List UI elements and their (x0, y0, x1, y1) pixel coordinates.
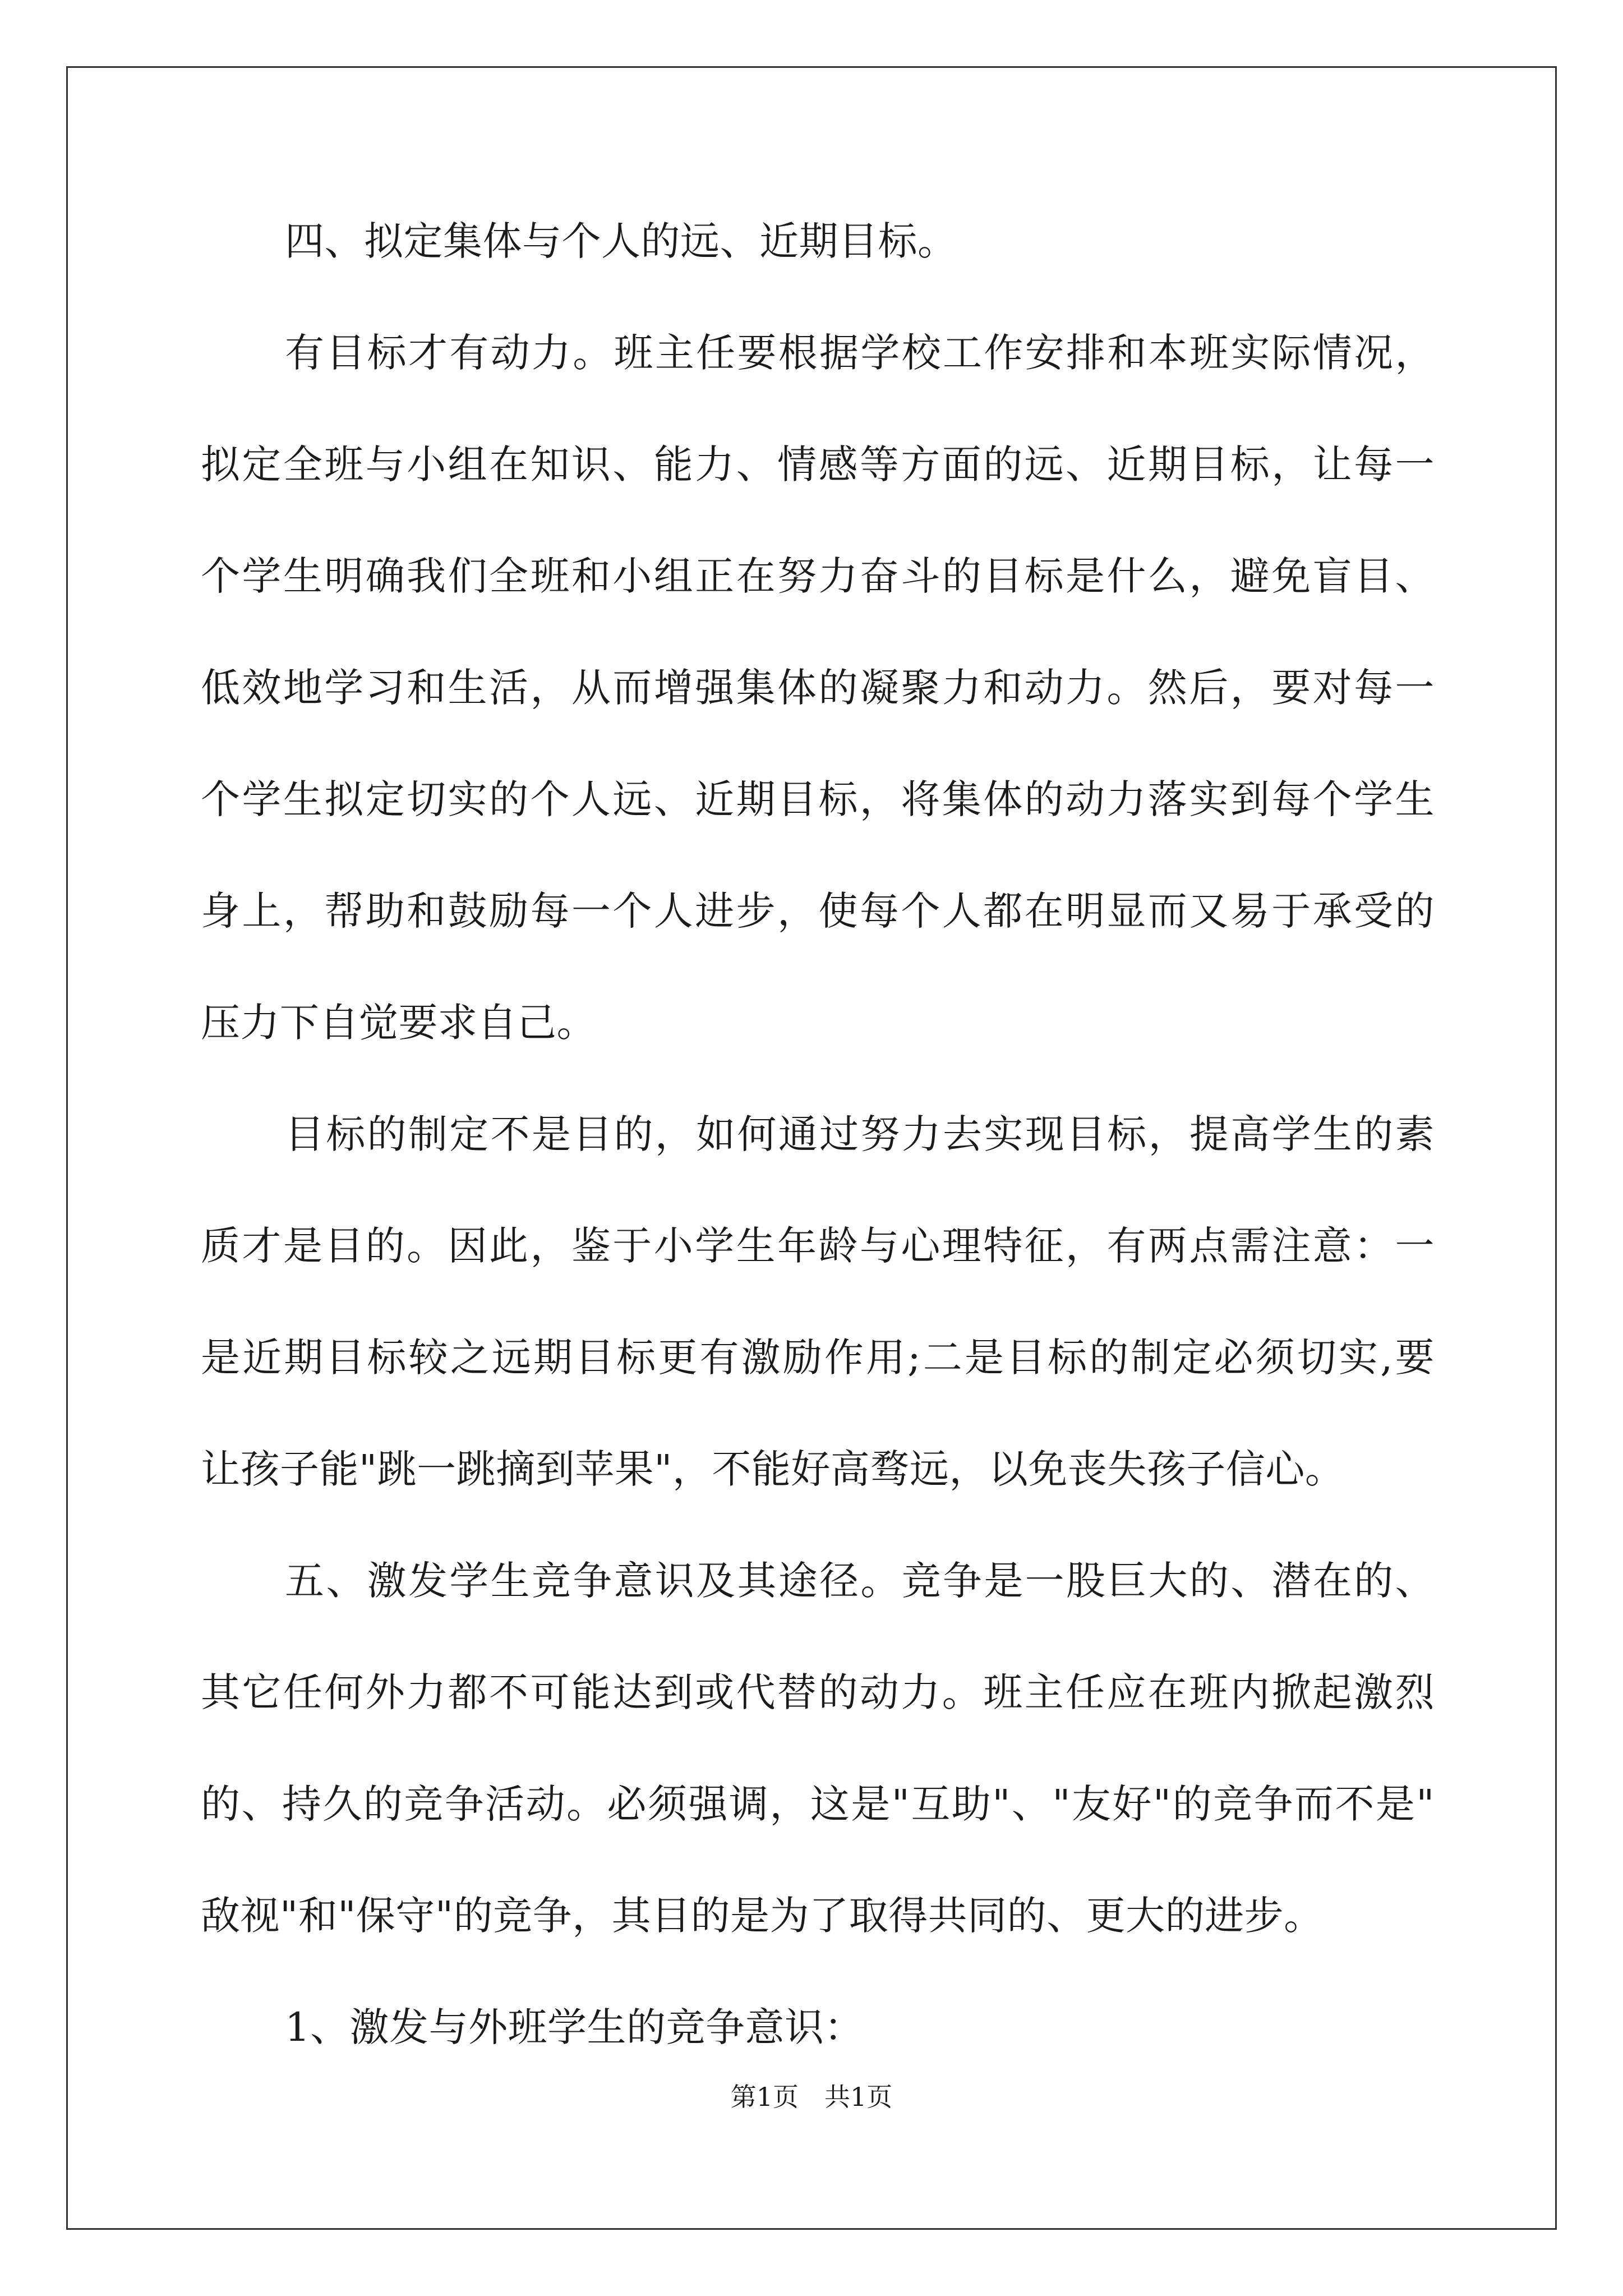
text-line-5: 低效地学习和生活，从而增强集体的凝聚力和动力。然后，要对每一 (201, 665, 1435, 711)
text-line-4: 个学生明确我们全班和小组正在努力奋斗的目标是什么，避免盲目、 (201, 553, 1435, 599)
text-line-1: 四、拟定集体与个人的远、近期目标。 (285, 218, 957, 264)
text-line-3: 拟定全班与小组在知识、能力、情感等方面的远、近期目标，让每一 (201, 441, 1435, 487)
text-line-9: 目标的制定不是目的，如何通过努力去实现目标，提高学生的素 (285, 1111, 1435, 1157)
text-line-13: 五、激发学生竞争意识及其途径。竞争是一股巨大的、潜在的、 (285, 1558, 1435, 1604)
text-line-8: 压力下自觉要求自己。 (201, 1000, 596, 1046)
document-body (201, 218, 1435, 2119)
page-number-footer: 第1页 共1页 (730, 2082, 893, 2112)
text-line-17: 1、激发与外班学生的竞争意识： (285, 2004, 864, 2050)
text-line-2: 有目标才有动力。班主任要根据学校工作安排和本班实际情况， (285, 330, 1435, 376)
text-line-14: 其它任何外力都不可能达到或代替的动力。班主任应在班内掀起激烈 (201, 1669, 1435, 1715)
text-line-15: 的、持久的竞争活动。必须强调，这是"互助"、"友好"的竞争而不是" (201, 1781, 1435, 1827)
text-line-6: 个学生拟定切实的个人远、近期目标，将集体的动力落实到每个学生 (201, 776, 1435, 822)
text-line-12: 让孩子能"跳一跳摘到苹果"，不能好高骛远，以免丧失孩子信心。 (201, 1446, 1345, 1492)
text-line-11: 是近期目标较之远期目标更有激励作用;二是目标的制定必须切实,要 (201, 1335, 1435, 1381)
text-line-10: 质才是目的。因此，鉴于小学生年龄与心理特征，有两点需注意：一 (201, 1223, 1435, 1269)
text-line-16: 敌视"和"保守"的竞争，其目的是为了取得共同的、更大的进步。 (201, 1893, 1324, 1939)
text-line-7: 身上，帮助和鼓励每一个人进步，使每个人都在明显而又易于承受的 (201, 888, 1435, 934)
